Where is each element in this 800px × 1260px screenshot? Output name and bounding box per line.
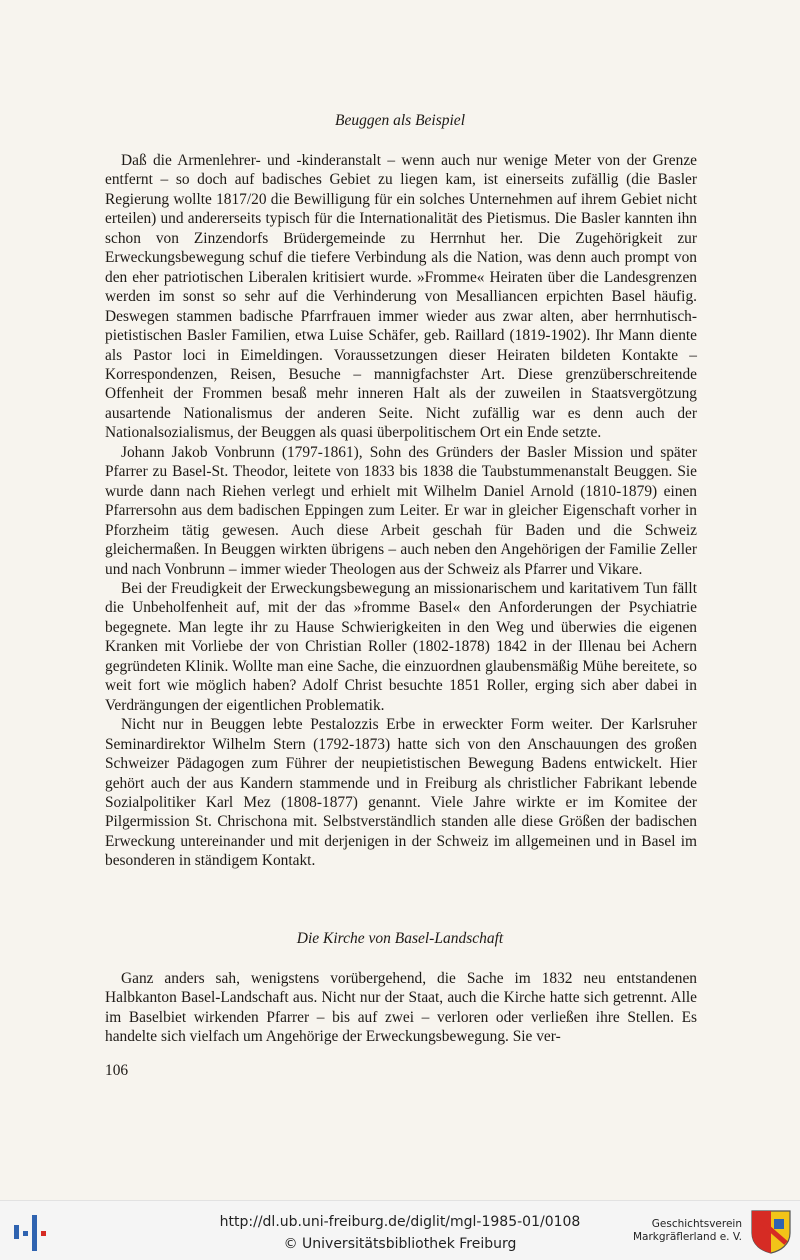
page-number: 106 xyxy=(105,1062,129,1079)
society-line: Geschichtsverein xyxy=(651,1218,742,1230)
society-name xyxy=(632,1218,742,1244)
paragraph: Bei der Freudigkeit der Erweckungsbewegung an missionarischem und karitativem Tun fällt die Unbeholfenheit auf, mit der das »fromme Basel« den Anforderungen der Psychiatrie begegnete. Man legte ihr zu Hause Schwierigkeiten in den Weg und überwies die eigenen Kranken mit Vorliebe der von Christian Roller (1802-1878) 1842 in der Illenau bei Achern gegründeten Klinik. Wollte man eine Sache, die einzuordnen glaubensmäßig Mühe bereitete, so weit fort wie möglich haben? Adolf Christ besuchte 1851 Roller, erging sich aber dabei in Verdrängungen der eigentlichen Problematik. xyxy=(105,579,697,714)
body-text-block xyxy=(105,151,697,871)
coat-of-arms-icon[interactable] xyxy=(750,1209,792,1255)
paragraph: Daß die Armenlehrer- und -kinderanstalt – wenn auch nur wenige Meter von der Grenze entfernt – so doch auf badisches Gebiet zu liegen kam, ist einerseits zufällig (die Basler Regierung wollte 1817/20 die Bewilligung für ein solches Unternehmen auf ihrem Gebiet nicht erteilen) und andererseits typisch für die Internationalität des Pietismus. Die Basler kannten ihn schon von Zinzendorfs Brüdergemeinde zu Herrnhut her. Die Zugehörigkeit zur Erweckungsbewegung schuf die tiefere Verbindung als die Nation, was denn auch prompt von den eher patriotischen Liberalen kritisiert wurde. »Fromme« Heiraten über die Landesgrenzen werden im sonst so sehr auf die Verhinderung von Mesalliancen erpichten Basel häufig. Deswegen stammen badische Pfarrfrauen immer wieder aus zwar alten, aber herrnhutisch-pietistischen Basler Familien, etwa Luise Schäfer, geb. Raillard (1819-1902). Ihr Mann diente als Pastor loci in Eimeldingen. Voraussetzungen dieser Heiraten bildeten Kontakte – Korrespondenzen, Reisen, Besuche – mannigfachster Art. Diese grenzüberschreitende Offenheit der Frommen besaß mehr inneren Halt als der zuweilen in Staatsvergötzung ausartende Nationalismus der anderen Seite. Nicht zufällig war es denn auch der Nationalsozialismus, der Beuggen als quasi überpolitischem Ort ein Ende setzte. xyxy=(105,152,697,442)
viewer-footer xyxy=(0,1200,800,1260)
copyright-notice: © Universitätsbibliothek Freiburg xyxy=(283,1236,517,1252)
section-heading: Die Kirche von Basel-Landschaft xyxy=(296,930,504,947)
paragraph: Ganz anders sah, wenigstens vorübergehend, die Sache im 1832 neu entstandenen Halbkanton Basel-Landschaft aus. Nicht nur der Staat, auch die Kirche hatte sich getrennt. Alle im Baselbiet wirkenden Pfarrer – bis auf zwei – verloren oder verließen ihre Stellen. Es handelte sich vielfach um Angehörige der Erweckungsbewegung. Sie ver- xyxy=(105,970,697,1046)
running-head: Beuggen als Beispiel xyxy=(335,112,465,129)
permalink-url[interactable]: http://dl.ub.uni-freiburg.de/diglit/mgl-1985-01/0108 xyxy=(219,1214,581,1230)
body-text-block xyxy=(105,969,697,1047)
society-line: Markgräflerland e. V. xyxy=(632,1231,742,1243)
paragraph: Nicht nur in Beuggen lebte Pestalozzis Erbe in erweckter Form weiter. Der Karlsruher Seminardirektor Wilhelm Stern (1792-1873) hatte sich von den Anschauungen des großen Schweizer Pädagogen zum Führer der neupietistischen Bewegung Badens entwickelt. Hier gehört auch der aus Kandern stammende und in Freiburg als christlicher Fabrikant lebende Sozialpolitiker Karl Mez (1808-1877) genannt. Viele Jahre wirkte er im Komitee der Pilgermission St. Chrischona mit. Selbstverständlich standen alle diese Größen der badischen Erweckung untereinander und mit derjenigen in der Schweiz im allgemeinen und in Basel im besonderen in ständigem Kontakt. xyxy=(105,716,697,870)
paragraph: Johann Jakob Vonbrunn (1797-1861), Sohn des Gründers der Basler Mission und später Pfarrer zu Basel-St. Theodor, leitete von 1833 bis 1838 die Taubstummenanstalt Beuggen. Sie wurde dann nach Riehen verlegt und erhielt mit Wilhelm Daniel Arnold (1810-1879) einen Pfarrersohn aus dem badischen Eppingen zum Leiter. Er war in gleicher Eigenschaft vorher in Pforzheim tätig gewesen. Auch diese Arbeit geschah für Baden und die Schweiz gleichermaßen. In Beuggen wirkten übrigens – auch neben den Angehörigen der Familie Zeller und nach Vonbrunn – immer wieder Theologen aus der Schweiz als Pfarrer und Vikare. xyxy=(105,443,697,578)
